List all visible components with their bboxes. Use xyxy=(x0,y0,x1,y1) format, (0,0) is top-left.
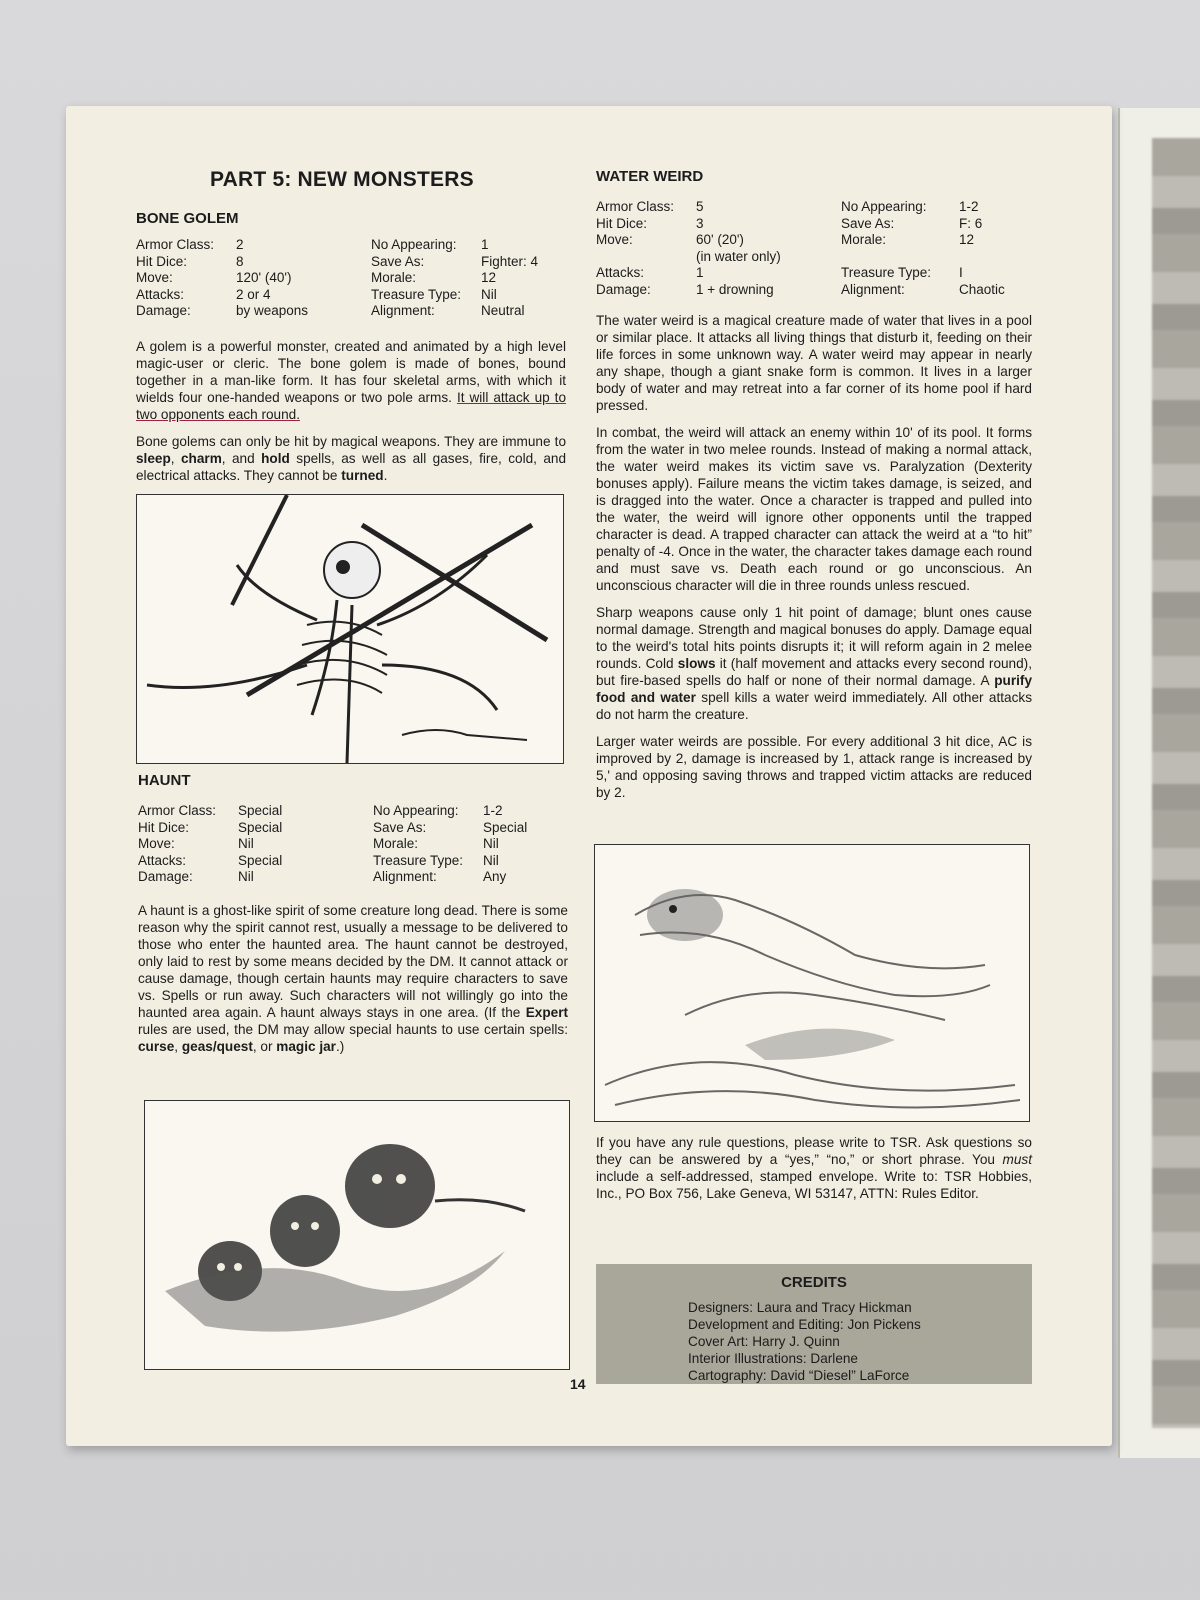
text: it (half movement and attacks every second round), but fire-based spells do half or none of their normal damage. A xyxy=(596,656,1032,688)
stat-value: Special xyxy=(238,819,283,835)
bone-golem-stats xyxy=(136,237,566,320)
haunt-illustration xyxy=(144,1100,570,1370)
stat-label: Save As: xyxy=(373,819,427,835)
stat-label: Hit Dice: xyxy=(136,253,188,269)
stat-value: 12 xyxy=(481,270,497,285)
stat-value: Chaotic xyxy=(959,281,1005,297)
stat-value: 12 xyxy=(959,232,975,247)
stat-value: Any xyxy=(483,869,507,884)
water-weird-description: The water weird is a magical creature made of water that lives in a pool or similar place. It attacks all living things that disturb it, feeding on their life forces in some unknown way. A water weird may appear in nearly any shape, though a giant snake form is common. It lives in a larger body of water and may retreat into a far corner of its home pool if hard pressed. xyxy=(596,313,1032,413)
stat-value: 1 xyxy=(696,265,704,280)
stat-label: Save As: xyxy=(841,215,895,231)
haunt-section xyxy=(138,772,568,1065)
credit-line: Designers: Laura and Tracy Hickman xyxy=(688,1300,912,1315)
stat-label: No Appearing: xyxy=(373,803,459,818)
credit-line: Interior Illustrations: Darlene xyxy=(688,1351,858,1366)
stat-label: Attacks: xyxy=(596,265,645,280)
text: Bone golems can only be hit by magical weapons. They are immune to xyxy=(136,433,566,449)
keyword-hold: hold xyxy=(261,450,290,466)
stat-label: Hit Dice: xyxy=(596,215,648,231)
haunt-heading: HAUNT xyxy=(138,772,191,789)
stat-label: Armor Class: xyxy=(596,199,675,214)
text: spells, as well as all gases, fire, cold, and electrical attacks. They cannot be xyxy=(136,450,567,483)
stat-value: I xyxy=(959,265,963,280)
water-weird-illustration xyxy=(594,844,1030,1122)
stat-value: 1 xyxy=(481,237,489,252)
stat-value: Nil xyxy=(238,836,254,851)
page-stain xyxy=(1152,138,1200,1428)
stat-value: Nil xyxy=(238,869,254,884)
stat-value: 8 xyxy=(236,253,244,269)
stat-label: No Appearing: xyxy=(371,237,457,252)
bone-golem-immunities xyxy=(136,433,566,484)
stat-label: Damage: xyxy=(596,281,651,297)
stat-label: Move: xyxy=(136,270,173,285)
water-weird-heading: WATER WEIRD xyxy=(596,168,704,185)
haunt-drawing xyxy=(145,1101,569,1369)
stat-value: Nil xyxy=(483,836,499,851)
emphasis-must: must xyxy=(1002,1152,1032,1167)
underlined-text: It will attack up to two opponents each round. xyxy=(136,389,567,422)
stat-value: Neutral xyxy=(481,303,525,318)
stat-label: No Appearing: xyxy=(841,199,927,214)
keyword-turned: turned xyxy=(341,467,384,483)
stat-value: Fighter: 4 xyxy=(481,253,539,269)
credits-lines xyxy=(688,1299,1032,1384)
text: , xyxy=(170,450,175,466)
stat-label: Save As: xyxy=(371,253,425,269)
stat-value: 1-2 xyxy=(959,199,979,214)
bone-golem-description xyxy=(136,338,566,423)
stat-label: Armor Class: xyxy=(136,237,215,252)
stat-label: Hit Dice: xyxy=(138,819,190,835)
water-weird-drawing xyxy=(595,845,1029,1121)
credits-box xyxy=(596,1264,1032,1384)
keyword-curse: curse xyxy=(138,1038,175,1054)
haunt-stats xyxy=(138,803,568,886)
stat-value: Nil xyxy=(481,286,497,302)
rules-question-note xyxy=(596,1134,1032,1202)
stat-label: Alignment: xyxy=(841,281,905,297)
text: A haunt is a ghost-like spirit of some creature long dead. There is some reason why the spirit cannot rest, usually a message to be delivered to those who enter the haunted area. The haunt cannot be destroyed, only laid to rest by some means decided by the DM. It cannot attack or cause damage, though certain haunts may require characters to save vs. Spells or run away. Such characters will not willingly go into the haunted area again. A haunt always stays in one area. (If the xyxy=(138,902,568,1020)
stat-label: Attacks: xyxy=(136,286,185,302)
stat-value: 5 xyxy=(696,199,704,214)
stat-value: 120' (40') xyxy=(236,270,292,285)
skeleton-drawing xyxy=(137,495,563,763)
keyword-charm: charm xyxy=(180,450,222,466)
stat-label: Treasure Type: xyxy=(373,852,464,868)
page-number: 14 xyxy=(570,1376,586,1392)
keyword-slows: slows xyxy=(677,656,716,671)
water-weird-larger: Larger water weirds are possible. For every additional 3 hit dice, AC is improved by 2, damage is increased by 1, attack range is increased by 5,' and opposing saving throws and trapped victim attacks are reduced by 2. xyxy=(596,734,1032,800)
stat-label: Damage: xyxy=(138,869,193,884)
text: .) xyxy=(335,1038,345,1054)
stat-label: Move: xyxy=(138,836,175,851)
stat-label: Morale: xyxy=(373,836,419,851)
text: If you have any rule questions, please write to TSR. Ask questions so they can be answered by a “yes,” “no,” or short phrase. You xyxy=(596,1135,1032,1167)
stat-label: Treasure Type: xyxy=(841,265,932,280)
stat-label: Attacks: xyxy=(138,852,187,868)
water-weird-stats xyxy=(596,199,1032,298)
stat-value: F: 6 xyxy=(959,215,983,231)
stat-value xyxy=(959,249,1032,266)
stat-value: Special xyxy=(238,852,283,868)
next-page-edge xyxy=(1118,108,1200,1458)
stat-value: 3 xyxy=(696,215,704,231)
credit-line: Cartography: David “Diesel” LaForce xyxy=(688,1368,910,1383)
stat-value: Special xyxy=(483,819,528,835)
stat-value: (in water only) xyxy=(696,248,781,264)
stat-label: Armor Class: xyxy=(138,803,217,818)
text: , or xyxy=(252,1038,273,1054)
stat-value: by weapons xyxy=(236,303,309,318)
stat-label: Treasure Type: xyxy=(371,286,462,302)
text: Sharp weapons cause only 1 hit point of damage; blunt ones cause normal damage. Strength and magical bonuses do apply. Damage equal to the weird's total hits points disrupts it; it will reform again in 2 melee rounds. Cold xyxy=(596,605,1032,671)
text: spell kills a water weird immediately. All other attacks do not harm the creature. xyxy=(596,690,1033,722)
water-weird-combat: In combat, the weird will attack an enemy within 10' of its pool. It forms from the water in two melee rounds. Instead of making a normal attack, the water weird makes its victim save vs. Paralyzation (Dexterity bonuses apply). Failure means the victim takes damage, is seized, and is dragged into the water. Once a character is trapped and pulled into the water, the weird will ignore other opponents until the trapped character is dead. A trapped character can attack the weird at a “to hit” penalty of -4. Once in the water, the character takes damage each round and must save vs. Death each round or go unconscious. An unconscious character will die in three rounds unless rescued. xyxy=(596,425,1033,593)
stat-label: Alignment: xyxy=(373,869,437,884)
text: A golem is a powerful monster, created and animated by a high level magic-user or cleric. The bone golem is made of bones, bound together in a man-like form. It has four skeletal arms, with which it wields four one-handed weapons or two pole arms. xyxy=(136,338,566,405)
text: , xyxy=(174,1038,179,1054)
skeleton-illustration xyxy=(136,494,564,764)
stat-label: Alignment: xyxy=(371,303,435,318)
credit-line: Cover Art: Harry J. Quinn xyxy=(688,1334,840,1349)
stat-label xyxy=(841,249,959,266)
stat-value: 1 + drowning xyxy=(696,281,774,297)
stat-label: Move: xyxy=(596,232,633,247)
page-title: PART 5: NEW MONSTERS xyxy=(210,168,474,191)
stat-value: 60' (20') xyxy=(696,232,744,247)
keyword-sleep: sleep xyxy=(136,450,171,466)
text: . xyxy=(383,467,388,483)
stat-label: Morale: xyxy=(841,232,887,247)
keyword-geas-quest: geas/quest xyxy=(181,1038,253,1054)
water-weird-damage xyxy=(596,604,1032,723)
keyword-expert: Expert xyxy=(525,1004,569,1020)
water-weird-section xyxy=(596,168,1032,811)
keyword-purify-food-and-water: purify food and water xyxy=(596,673,1033,705)
credit-line: Development and Editing: Jon Pickens xyxy=(688,1317,921,1332)
bone-golem-heading: BONE GOLEM xyxy=(136,210,239,227)
stat-value: Special xyxy=(238,803,283,818)
stat-value: Nil xyxy=(483,852,499,868)
stat-value: 1-2 xyxy=(483,803,503,818)
text: , and xyxy=(221,450,255,466)
keyword-magic-jar: magic jar xyxy=(276,1038,336,1054)
stat-value: 2 or 4 xyxy=(236,286,271,302)
text: rules are used, the DM may allow special haunts to use certain spells: xyxy=(138,1021,568,1037)
stat-label: Morale: xyxy=(371,270,417,285)
text: include a self-addressed, stamped envelope. Write to: TSR Hobbies, Inc., PO Box 756, Lake Geneva, WI 53147, ATTN: Rules Editor. xyxy=(596,1169,1032,1201)
bone-golem-section xyxy=(136,210,566,764)
rulebook-page xyxy=(66,106,1112,1446)
stat-label xyxy=(596,249,696,266)
haunt-description xyxy=(138,902,568,1055)
stat-label: Damage: xyxy=(136,303,191,318)
credits-title: CREDITS xyxy=(781,1274,847,1291)
stat-value: 2 xyxy=(236,237,244,252)
